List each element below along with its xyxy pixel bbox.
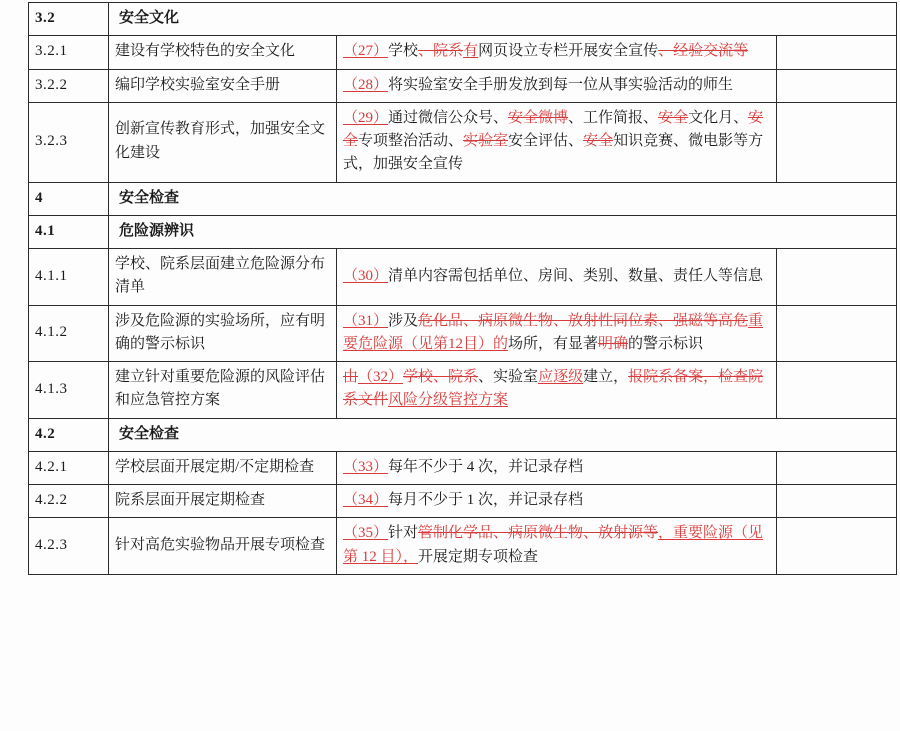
table-row: [29, 69, 897, 102]
cell-check-item: 创新宣传教育形式，加强安全文化建设: [109, 102, 337, 182]
requirement-fragment: 场所，有显著: [508, 335, 599, 352]
cell-number: 4.2.3: [29, 518, 109, 575]
cell-section-title: 危险源辨识: [109, 215, 897, 248]
requirement-fragment: （29）: [343, 109, 389, 126]
requirement-fragment: 应逐级: [538, 369, 584, 385]
requirement-fragment: 涉及: [388, 312, 419, 329]
requirement-fragment: 每月不少于 1 次，并记录存档: [388, 492, 584, 508]
requirement-fragment: 专项整治活动、: [358, 133, 464, 149]
requirement-fragment: 危化品、病原微生物、放射性同位素、强磁等高危: [418, 312, 749, 329]
cell-number: 3.2.1: [29, 36, 109, 69]
requirement-fragment: 、实验室: [478, 369, 539, 385]
table-section-row: [29, 215, 897, 248]
requirement-fragment: （34）: [343, 492, 389, 508]
requirement-fragment: 管制化学品、病原微生物、放射源等: [418, 525, 659, 542]
requirement-fragment: 实验室: [463, 133, 509, 149]
cell-number: 3.2.2: [29, 69, 109, 102]
cell-requirement: [337, 249, 777, 306]
requirement-fragment: 建立，: [583, 369, 629, 385]
cell-check-item: 涉及危险源的实验场所，应有明确的警示标识: [109, 305, 337, 362]
table-row: [29, 36, 897, 69]
cell-number: 3.2: [29, 3, 109, 36]
cell-section-title: 安全文化: [109, 3, 897, 36]
requirement-fragment: 学校: [388, 43, 419, 60]
requirement-fragment: 安全: [343, 109, 764, 149]
cell-section-title: 安全检查: [109, 418, 897, 451]
cell-number: 3.2.3: [29, 102, 109, 182]
requirement-fragment: 、工作简报、: [568, 109, 659, 126]
cell-check-item: 建立针对重要危险源的风险评估和应急管控方案: [109, 362, 337, 419]
requirement-fragment: 文化月、: [688, 109, 749, 126]
table-row: [29, 518, 897, 575]
requirement-fragment: （33）: [343, 458, 389, 475]
checklist-table: [28, 2, 897, 575]
table-body: [29, 3, 897, 575]
cell-note: [777, 249, 897, 306]
requirement-fragment: 明确: [598, 335, 629, 352]
cell-note: [777, 518, 897, 575]
requirement-fragment: 开展定期专项检查: [418, 548, 539, 565]
cell-requirement: [337, 69, 777, 102]
table-section-row: [29, 418, 897, 451]
cell-note: [777, 69, 897, 102]
cell-number: 4.2.1: [29, 451, 109, 484]
cell-note: [777, 485, 897, 518]
cell-number: 4.2: [29, 418, 109, 451]
cell-requirement: [337, 362, 777, 419]
table-row: [29, 451, 897, 484]
cell-check-item: 针对高危实验物品开展专项检查: [109, 518, 337, 575]
requirement-fragment: 由: [343, 369, 359, 385]
requirement-fragment: 报院系备案，检查院系文件: [343, 369, 764, 409]
requirement-fragment: （28）: [343, 76, 389, 93]
requirement-fragment: （31）: [343, 312, 389, 329]
cell-note: [777, 102, 897, 182]
requirement-fragment: 、院系: [418, 43, 464, 60]
requirement-fragment: 每年不少于 4 次，并记录存档: [388, 458, 584, 475]
requirement-fragment: （27）: [343, 43, 389, 60]
table-section-row: [29, 3, 897, 36]
requirement-fragment: 针对: [388, 525, 419, 542]
requirement-fragment: 的警示标识: [628, 335, 704, 352]
table-row: [29, 485, 897, 518]
requirement-fragment: 安全微博: [508, 109, 569, 126]
requirement-fragment: 安全评估、: [508, 133, 584, 149]
cell-number: 4.2.2: [29, 485, 109, 518]
requirement-fragment: 安全: [583, 133, 614, 149]
cell-number: 4: [29, 182, 109, 215]
requirement-fragment: ，重要险源（见第 12 目），: [343, 525, 764, 565]
requirement-fragment: 风险分级管控方案: [388, 392, 509, 409]
cell-number: 4.1: [29, 215, 109, 248]
cell-requirement: [337, 518, 777, 575]
cell-number: 4.1.3: [29, 362, 109, 419]
requirement-fragment: 网页设立专栏开展安全宣传: [478, 43, 659, 60]
requirement-fragment: （30）: [343, 267, 389, 284]
cell-number: 4.1.1: [29, 249, 109, 306]
cell-requirement: [337, 485, 777, 518]
requirement-fragment: 、经验交流等: [658, 43, 749, 60]
cell-section-title: 安全检查: [109, 182, 897, 215]
cell-check-item: 院系层面开展定期检查: [109, 485, 337, 518]
cell-requirement: [337, 451, 777, 484]
requirement-fragment: 学校、院系: [403, 369, 479, 385]
cell-check-item: 建设有学校特色的安全文化: [109, 36, 337, 69]
cell-note: [777, 362, 897, 419]
table-row: [29, 305, 897, 362]
cell-note: [777, 451, 897, 484]
table-row: [29, 102, 897, 182]
table-row: [29, 249, 897, 306]
cell-check-item: 学校层面开展定期/不定期检查: [109, 451, 337, 484]
cell-check-item: 编印学校实验室安全手册: [109, 69, 337, 102]
cell-requirement: [337, 36, 777, 69]
requirement-fragment: 有: [463, 43, 479, 60]
table-section-row: [29, 182, 897, 215]
requirement-fragment: （35）: [343, 525, 389, 542]
cell-note: [777, 36, 897, 69]
requirement-fragment: 将实验室安全手册发放到每一位从事实验活动的师生: [388, 76, 734, 93]
cell-requirement: [337, 305, 777, 362]
cell-number: 4.1.2: [29, 305, 109, 362]
requirement-fragment: 重要危险源（见第12目）的: [343, 312, 764, 352]
cell-check-item: 学校、院系层面建立危险源分布清单: [109, 249, 337, 306]
requirement-fragment: 清单内容需包括单位、房间、类别、数量、责任人等信息: [388, 267, 764, 284]
requirement-fragment: 安全: [658, 109, 689, 126]
requirement-fragment: 通过微信公众号、: [388, 109, 509, 126]
requirement-fragment: （32）: [358, 369, 404, 385]
table-row: [29, 362, 897, 419]
cell-note: [777, 305, 897, 362]
cell-requirement: [337, 102, 777, 182]
requirement-fragment: 知识竞赛、微电影等方式，加强安全宣传: [343, 133, 764, 173]
